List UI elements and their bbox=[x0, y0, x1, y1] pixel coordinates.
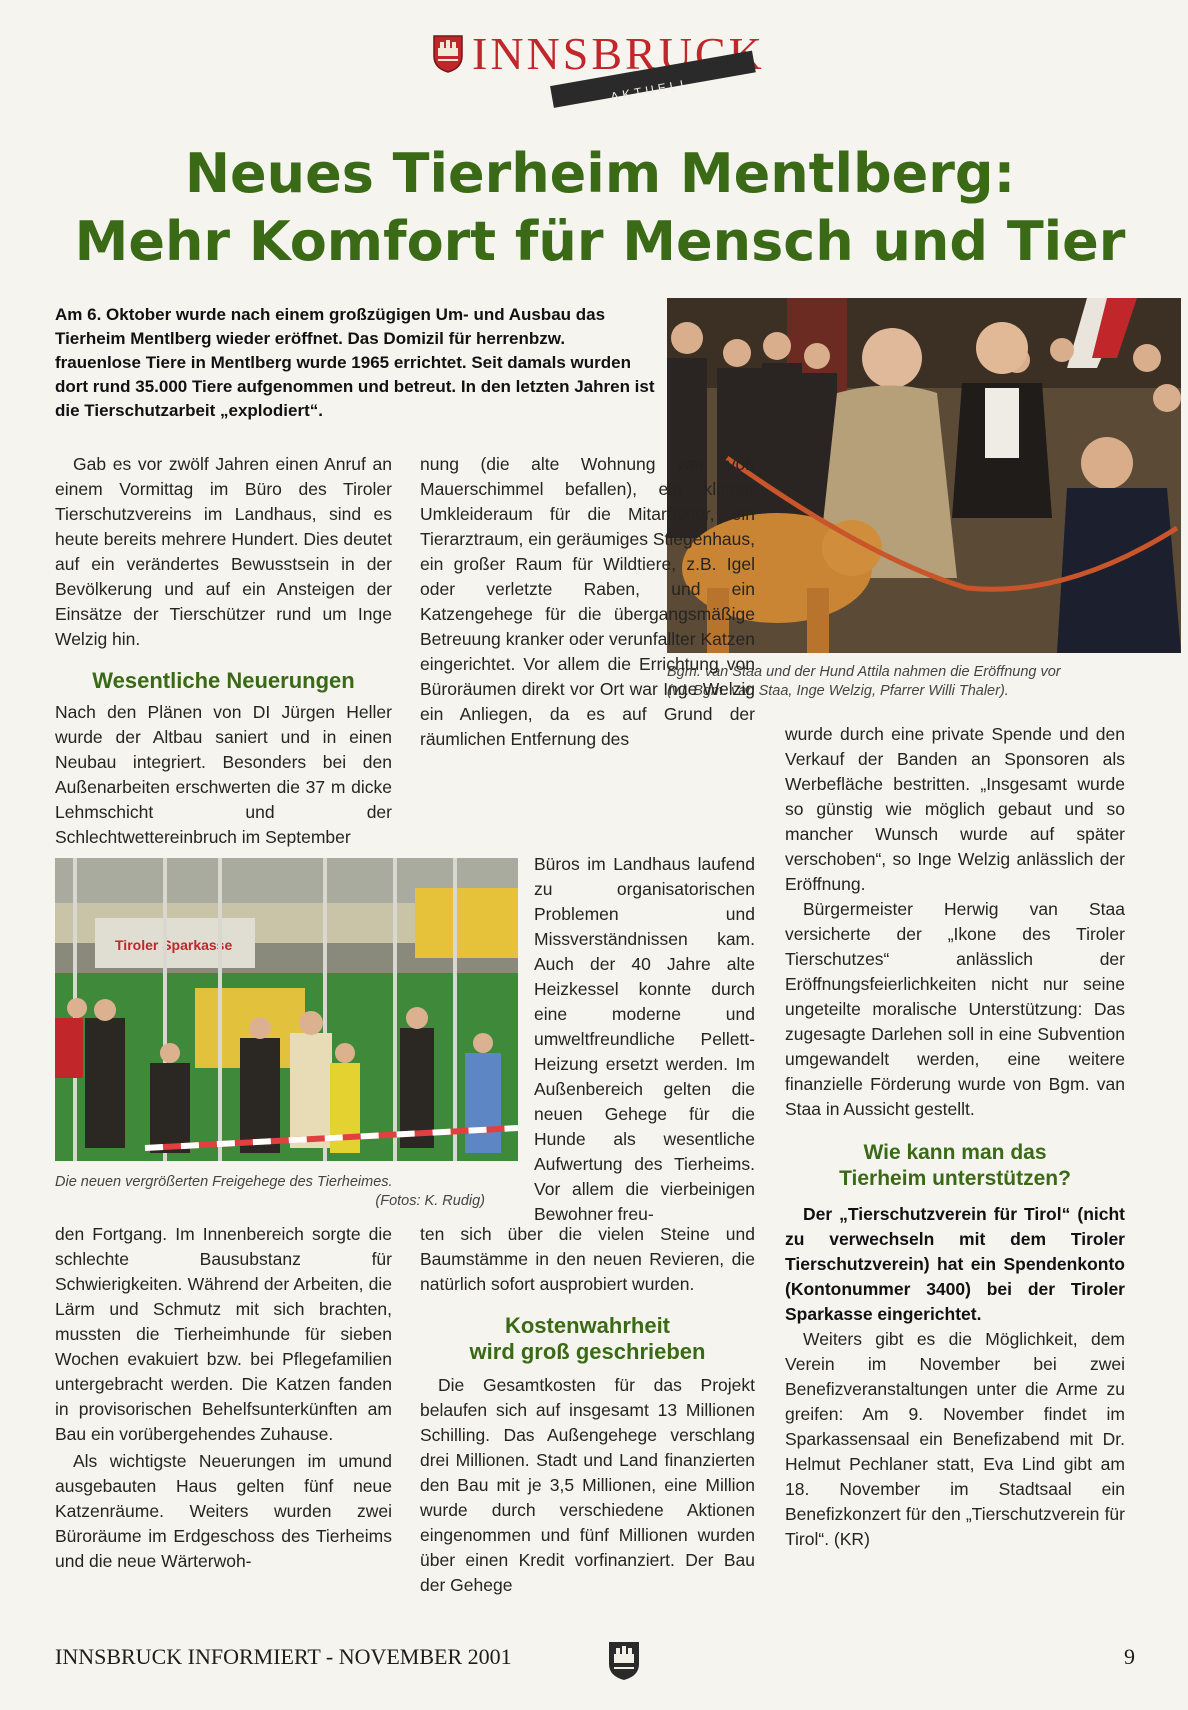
enclosure-photo bbox=[55, 858, 518, 1161]
col1-paragraph-4: Als wichtigste Neuerungen im umund ausgebauten Haus gelten fünf neue Katzenräume. Weiters wurden zwei Büroräume im Erdgeschoss des Tierheims und die neue Wärterwoh- bbox=[55, 1451, 392, 1571]
heading-kosten-line-2: wird groß geschrieben bbox=[469, 1339, 706, 1364]
title-line-2: Mehr Komfort für Mensch und Tier bbox=[74, 210, 1126, 273]
page-title bbox=[40, 140, 1160, 276]
col3-paragraph-2: Bürgermeister Herwig van Staa versicherte der „Ikone des Tiroler Tierschutzes“ anlässlich der Eröffnungsfeierlichkeiten nicht nur seine ungeteilte moralische Unterstützung: Das zugesagte Darlehen soll in eine Subvention umgewandelt werden, eine weitere finanzielle Förderung wurde von Bgm. van Staa in Aussicht gestellt. bbox=[785, 899, 1125, 1119]
column-3 bbox=[785, 722, 1125, 1552]
masthead-brand: INNSBRUCK bbox=[472, 28, 765, 79]
footer-publication: INNSBRUCK INFORMIERT - NOVEMBER 2001 bbox=[55, 1644, 512, 1669]
caption-line-1: Bgm. van Staa und der Hund Attila nahmen die Eröffnung vor bbox=[667, 664, 1061, 680]
column-1 bbox=[55, 452, 392, 850]
section-heading-kostenwahrheit bbox=[420, 1313, 755, 1365]
col3-paragraph-3: Der „Tierschutzverein für Tirol“ (nicht zu verwechseln mit dem Tiroler Tierschutzverein) hat ein Spendenkonto (Kontonummer 3400) bei der Tiroler Sparkasse eingerichtet. bbox=[785, 1204, 1125, 1324]
col1-paragraph-1: Gab es vor zwölf Jahren einen Anruf an einem Vormittag im Büro des Tiroler Tierschutzvereins im Landhaus, sind es heute bereits mehrere Hundert. Dies deutet auf ein verändertes Bewusstsein in der Bevölkerung und auf ein Ansteigen der Einsätze der Tierschützer rund um Inge Welzig hin. bbox=[55, 454, 392, 649]
masthead bbox=[432, 28, 765, 118]
page-number: 9 bbox=[1124, 1644, 1135, 1669]
enclosure-caption-text: Die neuen vergrößerten Freigehege des Tierheimes. bbox=[55, 1174, 393, 1190]
heading-kosten-line-1: Kostenwahrheit bbox=[504, 1313, 671, 1338]
page-footer bbox=[55, 1640, 1135, 1674]
city-crest-icon bbox=[432, 34, 464, 74]
lead-paragraph: Am 6. Oktober wurde nach einem großzügigen Um- und Ausbau das Tierheim Mentlberg wieder eröffnet. Das Domizil für herrenbzw. frauenlose Tiere in Mentlberg wurde 1965 errichtet. Seit damals wurden dort rund 35.000 Tiere aufgenommen und betreut. In den letzten Jahren ist die Tierschutzarbeit „explodiert“. bbox=[55, 305, 655, 420]
column-1-continued bbox=[55, 1222, 392, 1574]
masthead-tag: AKTUELL bbox=[609, 76, 692, 104]
heading-support-line-2: Tierheim unterstützen? bbox=[839, 1167, 1071, 1190]
col3-paragraph-4: Weiters gibt es die Möglichkeit, dem Verein im November bei zwei Benefizveranstaltungen unter die Arme zu greifen: Am 9. November findet im Sparkassensaal ein Benefizabend mit Dr. Helmut Pechlaner statt, Eva Lind gibt am 18. November im Stadtsaal ein Benefizkonzert für den „Tierschutzverein für Tirol“. (KR) bbox=[785, 1329, 1125, 1549]
col3-paragraph-1: wurde durch eine private Spende und den Verkauf der Banden an Sponsoren als Werbefläche bestritten. „Insgesamt wurde so günstig wie möglich gebaut und so mancher Wunsch wurde auf später verschoben“, so Inge Welzig anlässlich der Eröffnung. bbox=[785, 724, 1125, 894]
col2-paragraph-4: Die Gesamtkosten für das Projekt belaufen sich auf insgesamt 13 Millionen Schilling. Das Außengehege verschlang drei Millionen. Stadt und Land finanzierten den Bau mit je 3,5 Millionen, eine Million wurde durch verschiedene Aktionen eingenommen und fünf Millionen wurden über einen Kredit vorfinanziert. Der Bau der Gehege bbox=[420, 1375, 755, 1595]
col1-paragraph-3: den Fortgang. Im Innenbereich sorgte die schlechte Bausubstanz für Schwierigkeiten. Während der Arbeiten, die Lärm und Schmutz mit sich brachten, mussten die Tierheimhunde für sieben Wochen evakuiert bzw. bei Pflegefamilien untergebracht werden. Die Katzen fanden in provisorischen Behelfsunterkünften am Bau ein vorübergehendes Zuhause. bbox=[55, 1224, 392, 1444]
column-2-upper bbox=[420, 452, 755, 752]
col2-paragraph-3: ten sich über die vielen Steine und Baumstämme in den neuen Revieren, die natürlich sofort ausprobiert wurden. bbox=[420, 1224, 755, 1294]
photo-credit: (Fotos: K. Rudig) bbox=[375, 1193, 485, 1209]
column-2-lower bbox=[420, 1222, 755, 1598]
col1-paragraph-2: Nach den Plänen von DI Jürgen Heller wurde der Altbau saniert und in einen Neubau integriert. Besonders bei den Außenarbeiten erschwerten die 37 m dicke Lehmschicht und der Schlechtwettereinbruch im September bbox=[55, 702, 392, 847]
heading-support-line-1: Wie kann man das bbox=[863, 1141, 1047, 1164]
section-heading-neuerungen: Wesentliche Neuerungen bbox=[92, 668, 355, 693]
title-line-1: Neues Tierheim Mentlberg: bbox=[184, 142, 1016, 205]
sponsor-sign: Tiroler Sparkasse bbox=[115, 937, 233, 953]
column-2-narrow bbox=[534, 852, 755, 1227]
section-heading-unterstuetzen bbox=[785, 1140, 1125, 1192]
caption-line-2: (v.l. Bgm. van Staa, Inge Welzig, Pfarrer Willi Thaler). bbox=[667, 683, 1009, 699]
col2-paragraph-1: nung (die alte Wohnung war von Mauerschimmel befallen), ein kleiner Umkleideraum für die Mitarbeiter, ein Tierarztraum, ein geräumiges Stiegenhaus, ein großer Raum für Wildtiere, z.B. Igel oder verletzte Raben, und ein Katzengehege für die übergangsmäßige Betreuung kranker oder verunfallter Katzen eingerichtet. Vor allem die Errichtung von Büroräumen direkt vor Ort war Inge Welzig ein Anliegen, da es auf Grund der räumlichen Entfernung des bbox=[420, 454, 755, 749]
enclosure-photo-caption bbox=[55, 1173, 485, 1211]
col2-paragraph-2: Büros im Landhaus laufend zu organisatorischen Problemen und Missverständnissen kam. Auch der 40 Jahre alte Heizkessel konnte durch eine moderne und umweltfreundliche Pellett-Heizung ersetzt werden. Im Außenbereich gelten die neuen Gehege für die Hunde als wesentliche Aufwertung des Tierheims. Vor allem die vierbeinigen Bewohner freu- bbox=[534, 854, 755, 1224]
footer-crest-icon bbox=[607, 1640, 641, 1682]
